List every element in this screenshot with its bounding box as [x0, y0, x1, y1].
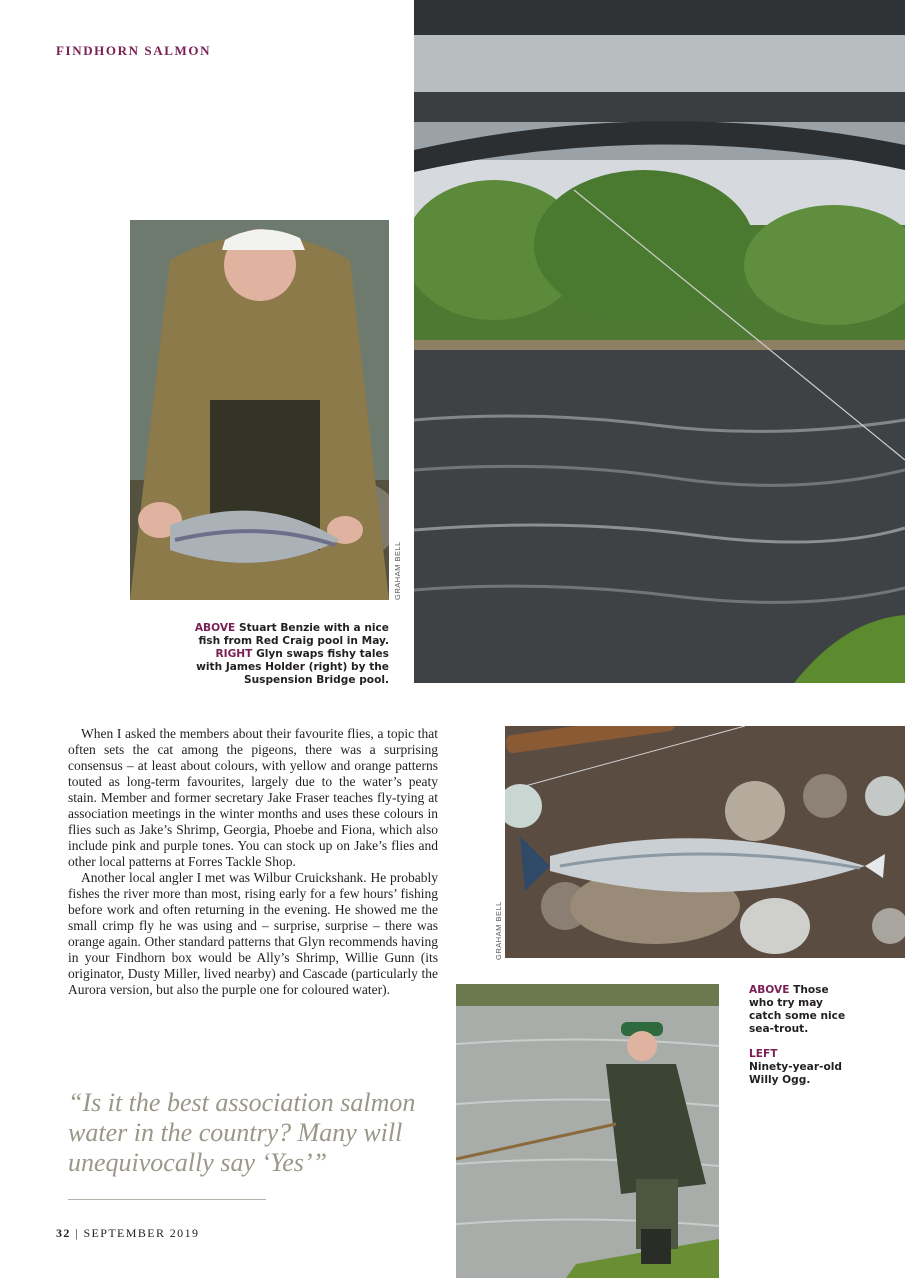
- article-body: [68, 726, 438, 998]
- bridge-river-photo: [414, 0, 905, 683]
- caption-above-text: Those who try may catch some nice sea-trout.: [749, 984, 846, 1035]
- photo-credit-top: GRAHAM BELL: [393, 541, 402, 600]
- willy-ogg-photo: [456, 984, 719, 1278]
- caption-left-text: Ninety-year-old Willy Ogg.: [749, 1061, 842, 1086]
- sea-trout-photo: [505, 726, 905, 958]
- section-label: FINDHORN SALMON: [56, 43, 212, 58]
- photo-credit-middle: GRAHAM BELL: [494, 901, 503, 960]
- caption-above-text: Stuart Benzie with a nice fish from Red Craig pool in May.: [198, 622, 389, 647]
- caption-block-above: [749, 984, 849, 1036]
- caption-above-keyword: ABOVE: [194, 622, 236, 634]
- footer-separator: |: [75, 1226, 80, 1240]
- caption-right-keyword: RIGHT: [215, 648, 253, 660]
- caption-block-left: [749, 1048, 849, 1087]
- body-paragraph: When I asked the members about their favourite flies, a topic that often sets the cat among the pigeons, there was a surprising consensus – at least about colours, with yellow and orange patterns touted as long-term favourites, largely due to the water’s peaty stain. Member and former secretary Jake Fraser teaches fly-tying at association meetings in the winter months and uses these colours in flies such as Jake’s Shrimp, Georgia, Phoebe and Fiona, which also include pink and purple tones. You can stock up on Jake’s flies and other local patterns at Forres Tackle Shop.: [68, 726, 438, 869]
- pull-quote: “Is it the best association salmon water in the country? Many will unequivocally say ‘Yes’”: [68, 1088, 416, 1177]
- caption-bottom: [749, 984, 849, 1087]
- quote-divider: [68, 1199, 266, 1200]
- angler-with-fish-photo: [130, 220, 389, 600]
- page-footer: [56, 1226, 199, 1241]
- caption-above-keyword: ABOVE: [749, 984, 790, 996]
- caption-top: [190, 622, 389, 687]
- caption-left-keyword: LEFT: [749, 1048, 778, 1060]
- issue-date: SEPTEMBER 2019: [83, 1226, 200, 1240]
- body-paragraph: Another local angler I met was Wilbur Cruickshank. He probably fishes the river more than most, rising early for a few hours’ fishing before work and often returning in the evening. He showed me the small crimp fly he was using and – surprise, surprise – there was orange again. Other standard patterns that Glyn recommends having in your Findhorn box would be Ally’s Shrimp, Willie Gunn (its originator, Dusty Miller, lived nearby) and Cascade (particularly the Aurora version, but also the purple one for coloured water).: [68, 870, 438, 997]
- caption-right-text: Glyn swaps fishy tales with James Holder (right) by the Suspension Bridge pool.: [196, 648, 389, 686]
- page-number: 32: [56, 1226, 71, 1240]
